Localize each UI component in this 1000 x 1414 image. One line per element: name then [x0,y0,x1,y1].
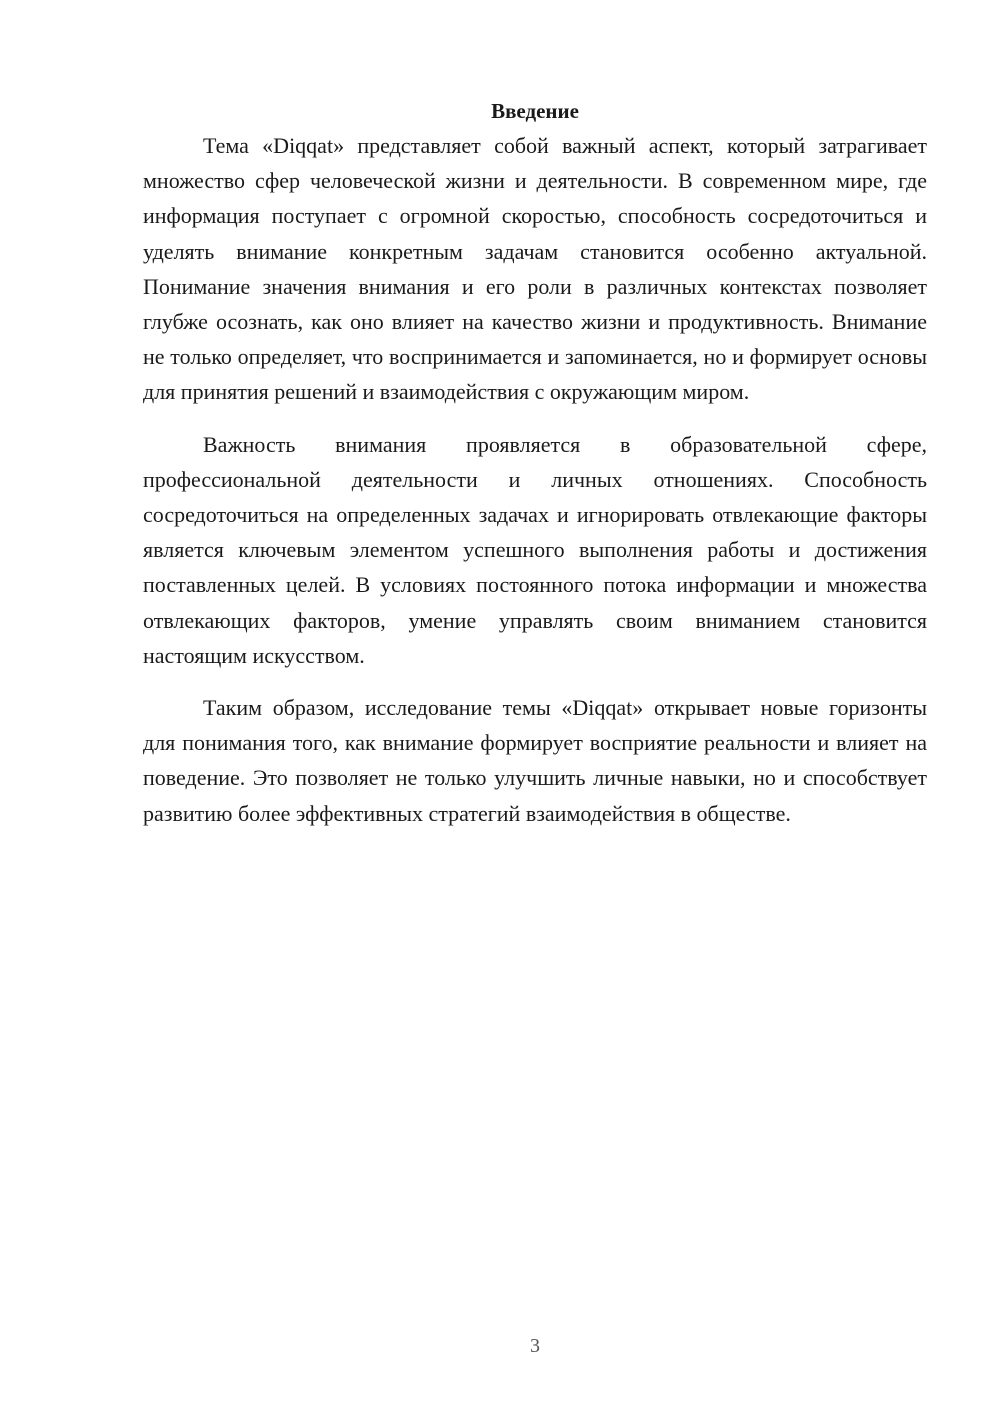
paragraph-2: Важность внимания проявляется в образовательной сфере, профессиональной деятельности и личных отношениях. Способность сосредоточиться на определенных задачах и игнорировать отвлекающие факторы является ключевым элементом успешного выполнения работы и достижения поставленных целей. В условиях постоянного потока информации и множества отвлекающих факторов, умение управлять своим вниманием становится настоящим искусством. [143,431,927,668]
paragraph-3: Таким образом, исследование темы «Diqqat» открывает новые горизонты для понимания того, как внимание формирует восприятие реальности и влияет на поведение. Это позволяет не только улучшить личные навыки, но и способствует развитию более эффективных стратегий взаимодействия в обществе. [143,695,927,826]
paragraph-1: Тема «Diqqat» представляет собой важный аспект, который затрагивает множество сфер человеческой жизни и деятельности. В современном мире, где информация поступает с огромной скоростью, способность сосредоточиться и уделять внимание конкретным задачам становится особенно актуальной. Понимание значения внимания и его роли в различных контекстах позволяет глубже осознать, как оно влияет на качество жизни и продуктивность. Внимание не только определяет, что воспринимается и запоминается, но и формирует основы для принятия решений и взаимодействия с окружающим миром. [143,133,927,405]
page-number: 3 [530,1335,540,1357]
section-title: Введение [491,99,579,123]
page-content [143,94,927,831]
